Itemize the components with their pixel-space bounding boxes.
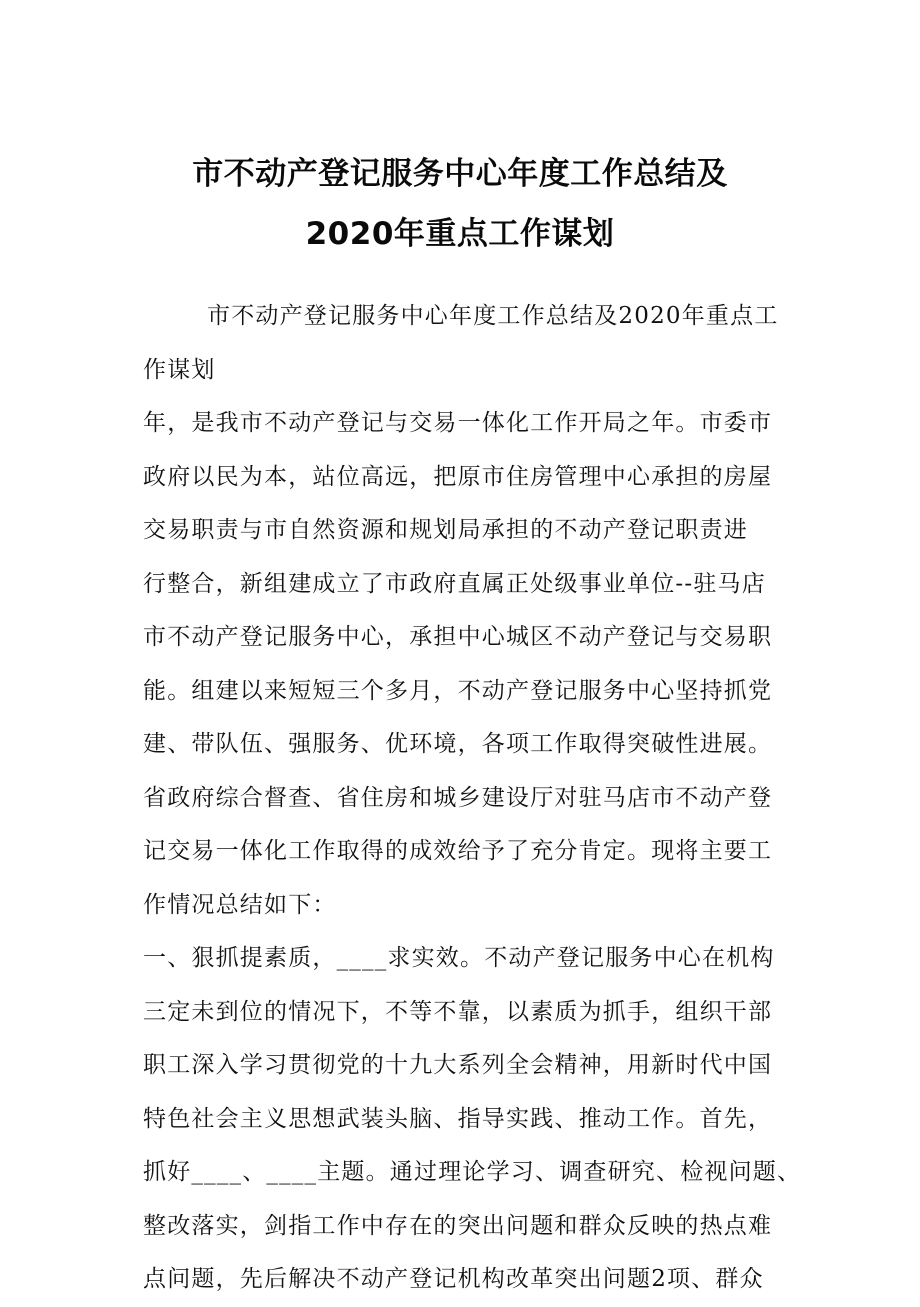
body-line: 特色社会主义思想武装头脑、指导实践、推动工作。首先， <box>143 1105 773 1132</box>
document-title-line-1: 市不动产登记服务中心年度工作总结及 <box>192 156 728 192</box>
body-line: 职工深入学习贯彻党的十九大系列全会精神，用新时代中国 <box>143 1052 773 1078</box>
body-line: 抓好____、____主题。通过理论学习、调查研究、检视问题、 <box>143 1159 802 1185</box>
body-line: 整改落实，剑指工作中存在的突出问题和群众反映的热点难 <box>143 1212 773 1239</box>
document-title-line-2: 2020年重点工作谋划 <box>305 216 615 252</box>
body-line: 点问题，先后解决不动产登记机构改革突出问题2项、群众 <box>143 1266 764 1292</box>
body-line: 能。组建以来短短三个多月，不动产登记服务中心坚持抓党 <box>143 677 773 704</box>
body-line: 记交易一体化工作取得的成效给予了充分肯定。现将主要工 <box>143 838 773 864</box>
body-line: 作谋划 <box>143 356 216 383</box>
body-line: 三定未到位的情况下，不等不靠，以素质为抓手，组织干部 <box>143 998 773 1025</box>
body-line: 市不动产登记服务中心年度工作总结及2020年重点工 <box>207 303 779 329</box>
body-line: 市不动产登记服务中心，承担中心城区不动产登记与交易职 <box>143 624 773 650</box>
body-line: 交易职责与市自然资源和规划局承担的不动产登记职责进 <box>143 517 748 543</box>
body-line: 年，是我市不动产登记与交易一体化工作开局之年。市委市 <box>143 410 773 436</box>
body-line: 建、带队伍、强服务、优环境，各项工作取得突破性进展。 <box>143 731 773 757</box>
body-line: 行整合，新组建成立了市政府直属正处级事业单位--驻马店 <box>143 570 766 597</box>
body-line: 作情况总结如下： <box>143 891 337 918</box>
body-line: 省政府综合督查、省住房和城乡建设厅对驻马店市不动产登 <box>143 784 773 811</box>
body-line: 一、狠抓提素质，____求实效。不动产登记服务中心在机构 <box>143 945 775 971</box>
body-line: 政府以民为本，站位高远，把原市住房管理中心承担的房屋 <box>143 463 773 490</box>
document-body <box>143 290 802 1307</box>
